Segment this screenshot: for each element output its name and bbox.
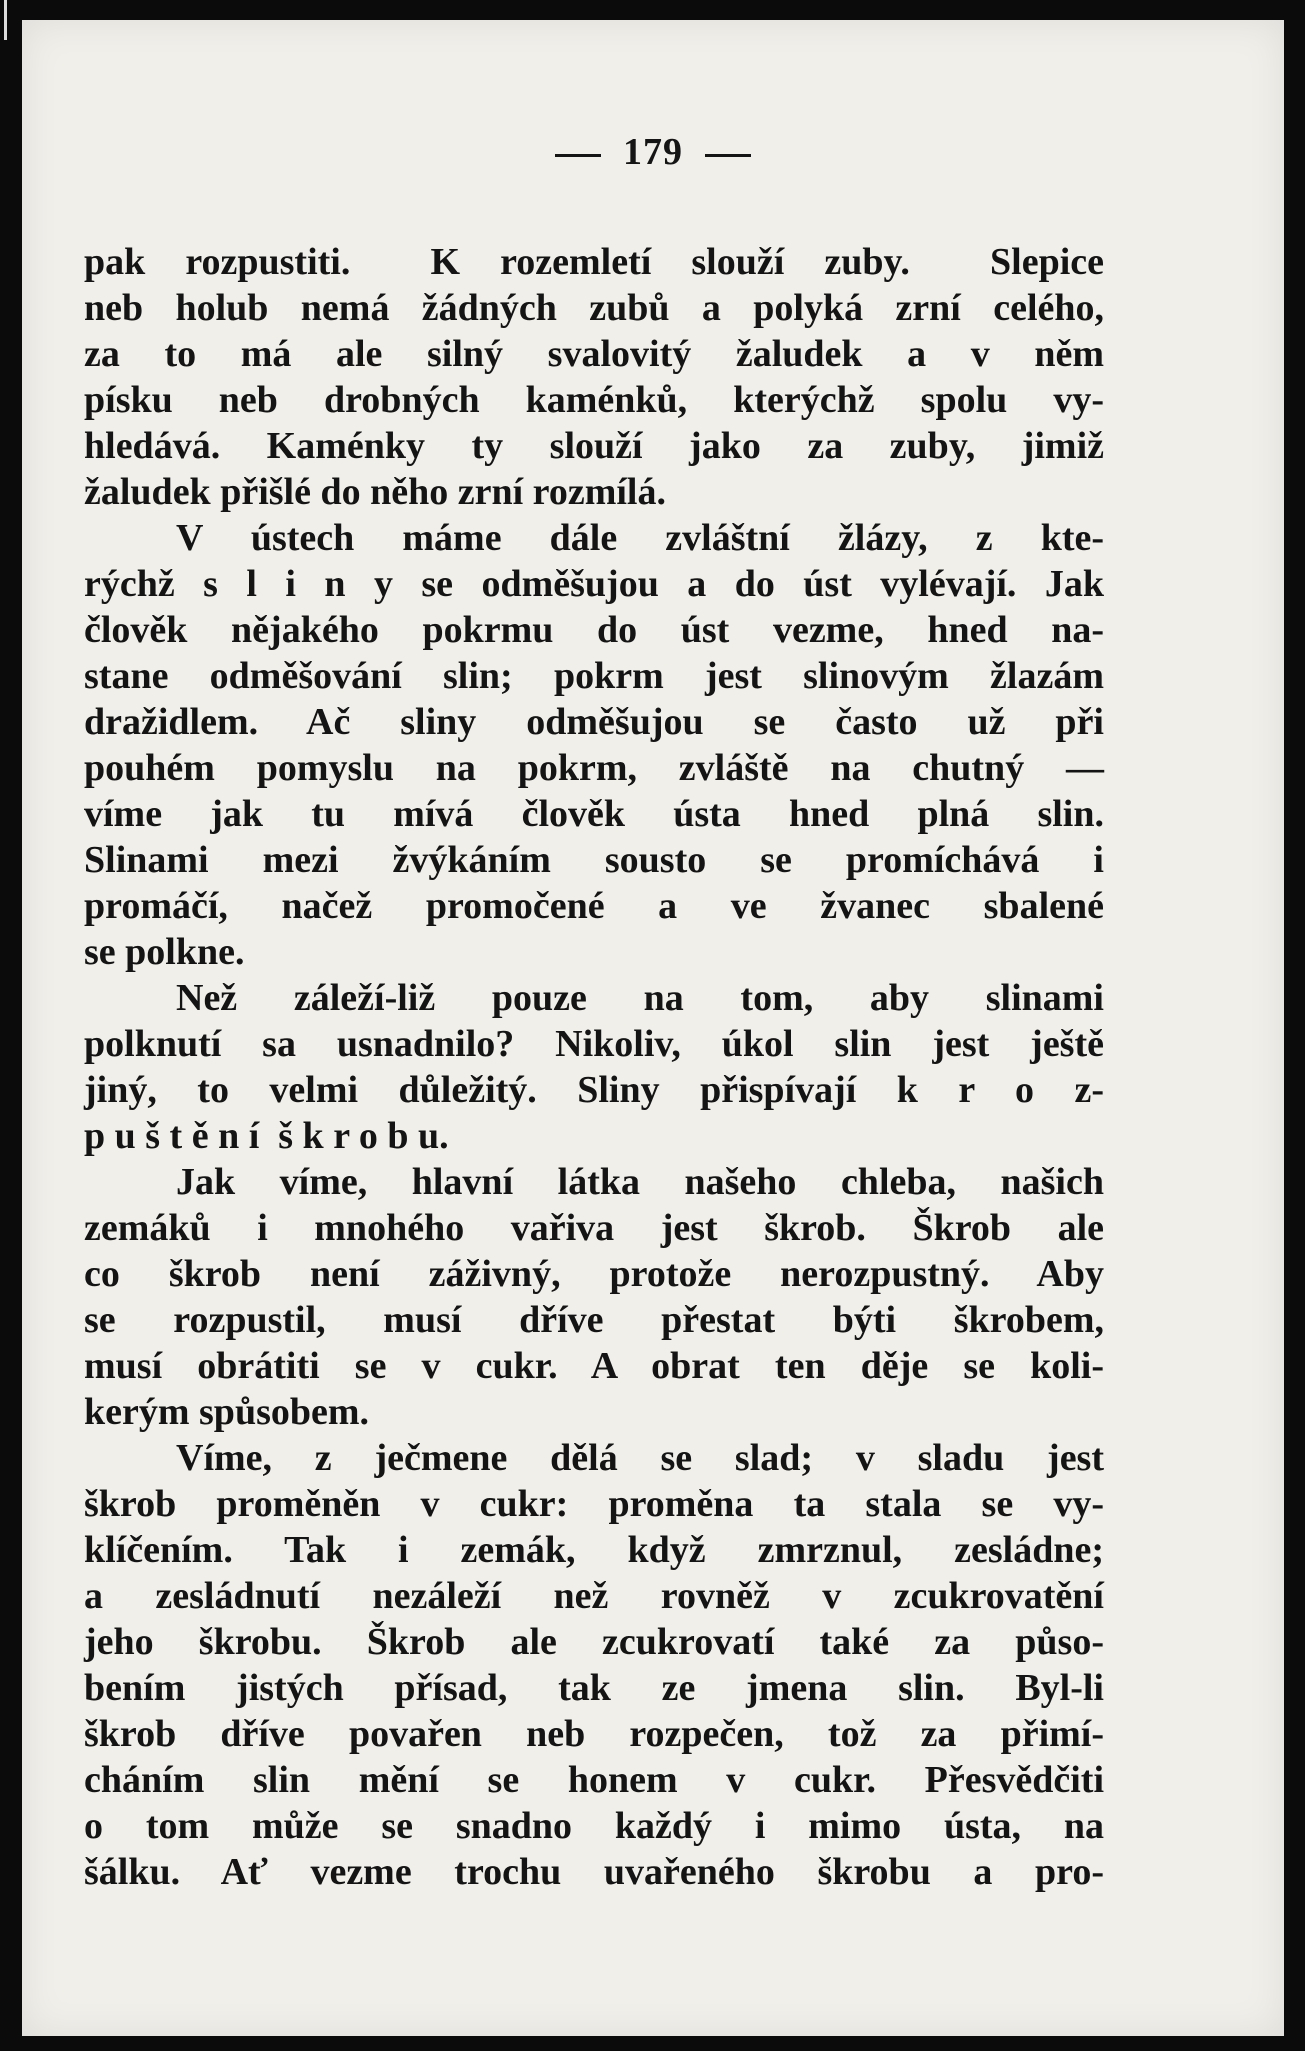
- text-line: škrob proměněn v cukr: proměna ta stala se vy-: [84, 1483, 1104, 1525]
- page-number: 179: [623, 131, 683, 173]
- text-line: pak rozpustiti. K rozemletí slouží zuby. Slepice: [84, 241, 1104, 283]
- text-line: co škrob není záživný, protože nerozpustný. Aby: [84, 1253, 1104, 1295]
- text-line: víme jak tu mívá člověk ústa hned plná slin.: [84, 793, 1104, 835]
- text-line: člověk nějakého pokrmu do úst vezme, hned na-: [84, 609, 1104, 651]
- header-dash-left: [555, 154, 601, 157]
- text-line: cháním slin mění se honem v cukr. Přesvědčiti: [84, 1759, 1104, 1801]
- text-line: se rozpustil, musí dříve přestat býti škrobem,: [84, 1299, 1104, 1341]
- text-line: kerým spůsobem.: [84, 1391, 370, 1433]
- text-line: stane odměšování slin; pokrm jest slinovým žlazám: [84, 655, 1104, 697]
- text-line: písku neb drobných kaménků, kterýchž spolu vy-: [84, 379, 1104, 421]
- text-line: Víme, z ječmene dělá se slad; v sladu jest: [176, 1437, 1104, 1479]
- text-line: neb holub nemá žádných zubů a polyká zrní celého,: [84, 287, 1104, 329]
- text-line: Než záleží-liž pouze na tom, aby slinami: [176, 977, 1104, 1019]
- text-line: Jak víme, hlavní látka našeho chleba, našich: [176, 1161, 1104, 1203]
- text-line: jeho škrobu. Škrob ale zcukrovatí také za půso-: [84, 1621, 1104, 1663]
- text-line: pouhém pomyslu na pokrm, zvláště na chutný —: [84, 747, 1104, 789]
- text-line: V ústech máme dále zvláštní žlázy, z kte-: [176, 517, 1104, 559]
- text-line: musí obrátiti se v cukr. A obrat ten děje se koli-: [84, 1345, 1104, 1387]
- text-line: žaludek přišlé do něho zrní rozmílá.: [84, 471, 666, 513]
- text-line: bením jistých přísad, tak ze jmena slin. Byl-li: [84, 1667, 1104, 1709]
- text-line: jiný, to velmi důležitý. Sliny přispívají k r o z-: [84, 1069, 1104, 1111]
- text-line: o tom může se snadno každý i mimo ústa, na: [84, 1805, 1104, 1847]
- text-line: zemáků i mnohého vařiva jest škrob. Škrob ale: [84, 1207, 1104, 1249]
- text-line: šálku. Ať vezme trochu uvařeného škrobu a pro-: [84, 1851, 1104, 1893]
- text-line: se polkne.: [84, 931, 245, 973]
- page-header: [22, 130, 1284, 174]
- text-line: klíčením. Tak i zemák, když zmrznul, zesládne;: [84, 1529, 1104, 1571]
- header-dash-right: [705, 154, 751, 157]
- text-line: Slinami mezi žvýkáním sousto se promíchává i: [84, 839, 1104, 881]
- text-line: a zesládnutí nezáleží než rovněž v zcukrovatění: [84, 1575, 1104, 1617]
- text-line: za to má ale silný svalovitý žaludek a v něm: [84, 333, 1104, 375]
- text-line: hledává. Kaménky ty slouží jako za zuby, jimiž: [84, 425, 1104, 467]
- body-text: [84, 239, 1104, 1895]
- text-line: škrob dříve povařen neb rozpečen, tož za přimí-: [84, 1713, 1104, 1755]
- page-edge-mark: [4, 0, 7, 40]
- text-line: rýchž s l i n y se odměšujou a do úst vylévají. Jak: [84, 563, 1104, 605]
- book-page: [22, 20, 1284, 2036]
- text-line: polknutí sa usnadnilo? Nikoliv, úkol slin jest ještě: [84, 1023, 1104, 1065]
- text-line: promáčí, načež promočené a ve žvanec sbalené: [84, 885, 1104, 927]
- text-line: dražidlem. Ač sliny odměšujou se často už při: [84, 701, 1104, 743]
- text-line: p u š t ě n í š k r o b u.: [84, 1115, 449, 1157]
